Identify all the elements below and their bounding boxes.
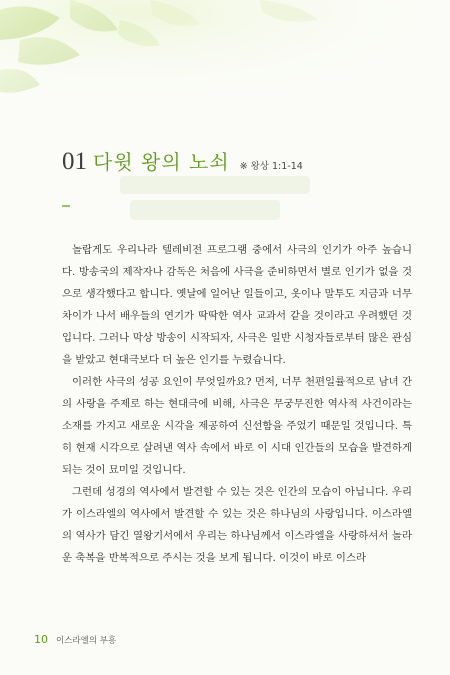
chapter-number: 01 [62,148,87,175]
page-number: 10 [34,633,48,646]
decorative-dash [62,205,70,207]
chapter-title: 다윗 왕의 노쇠 [93,150,230,174]
chapter-heading [62,146,303,175]
page-footer [34,633,116,646]
bleed-through-shadow [120,176,310,224]
leaf-decoration [0,0,450,130]
body-text [62,239,412,569]
paragraph: 그런데 성경의 역사에서 발견할 수 있는 것은 인간의 모습이 아닙니다. 우리가 이스라엘의 역사에서 발견할 수 있는 것은 하나님의 사랑입니다. 이스라엘의 역사가 담긴 열왕기서에서 우리는 하나님께서 이스라엘을 사랑하셔서 놀라운 축복을 반복적으로 주시는 것을 보게 됩니다. 이것이 바로 이스라 [62,486,412,564]
scripture-reference: ※ 왕상 1:1-14 [239,161,303,172]
paragraph: 이러한 사극의 성공 요인이 무엇일까요? 먼저, 너무 천편일률적으로 남녀 간의 사랑을 주제로 하는 현대극에 비해, 사극은 무궁무진한 역사적 사건이라는 소재를 가지고 새로운 시각을 제공하여 신선함을 주었기 때문일 것입니다. 특히 현재 시각으로 살려낸 역사 속에서 바로 이 시대 인간들의 모습을 발견하게 되는 것이 묘미일 것입니다. [62,376,412,476]
book-title: 이스라엘의 부흥 [56,636,117,646]
paragraph: 놀랍게도 우리나라 텔레비전 프로그램 중에서 사극의 인기가 아주 높습니다. 방송국의 제작자나 감독은 처음에 사극을 준비하면서 별로 인기가 없을 것으로 생각했다고 합니다. 옛날에 일어난 일들이고, 옷이나 말투도 지금과 너무 차이가 나서 배우들의 연기가 딱딱한 역사 교과서 같을 것이라고 우려했던 것입니다. 그러나 막상 방송이 시작되자, 사극은 일반 시청자들로부터 많은 관심을 받았고 현대극보다 더 높은 인기를 누렸습니다. [62,244,412,366]
